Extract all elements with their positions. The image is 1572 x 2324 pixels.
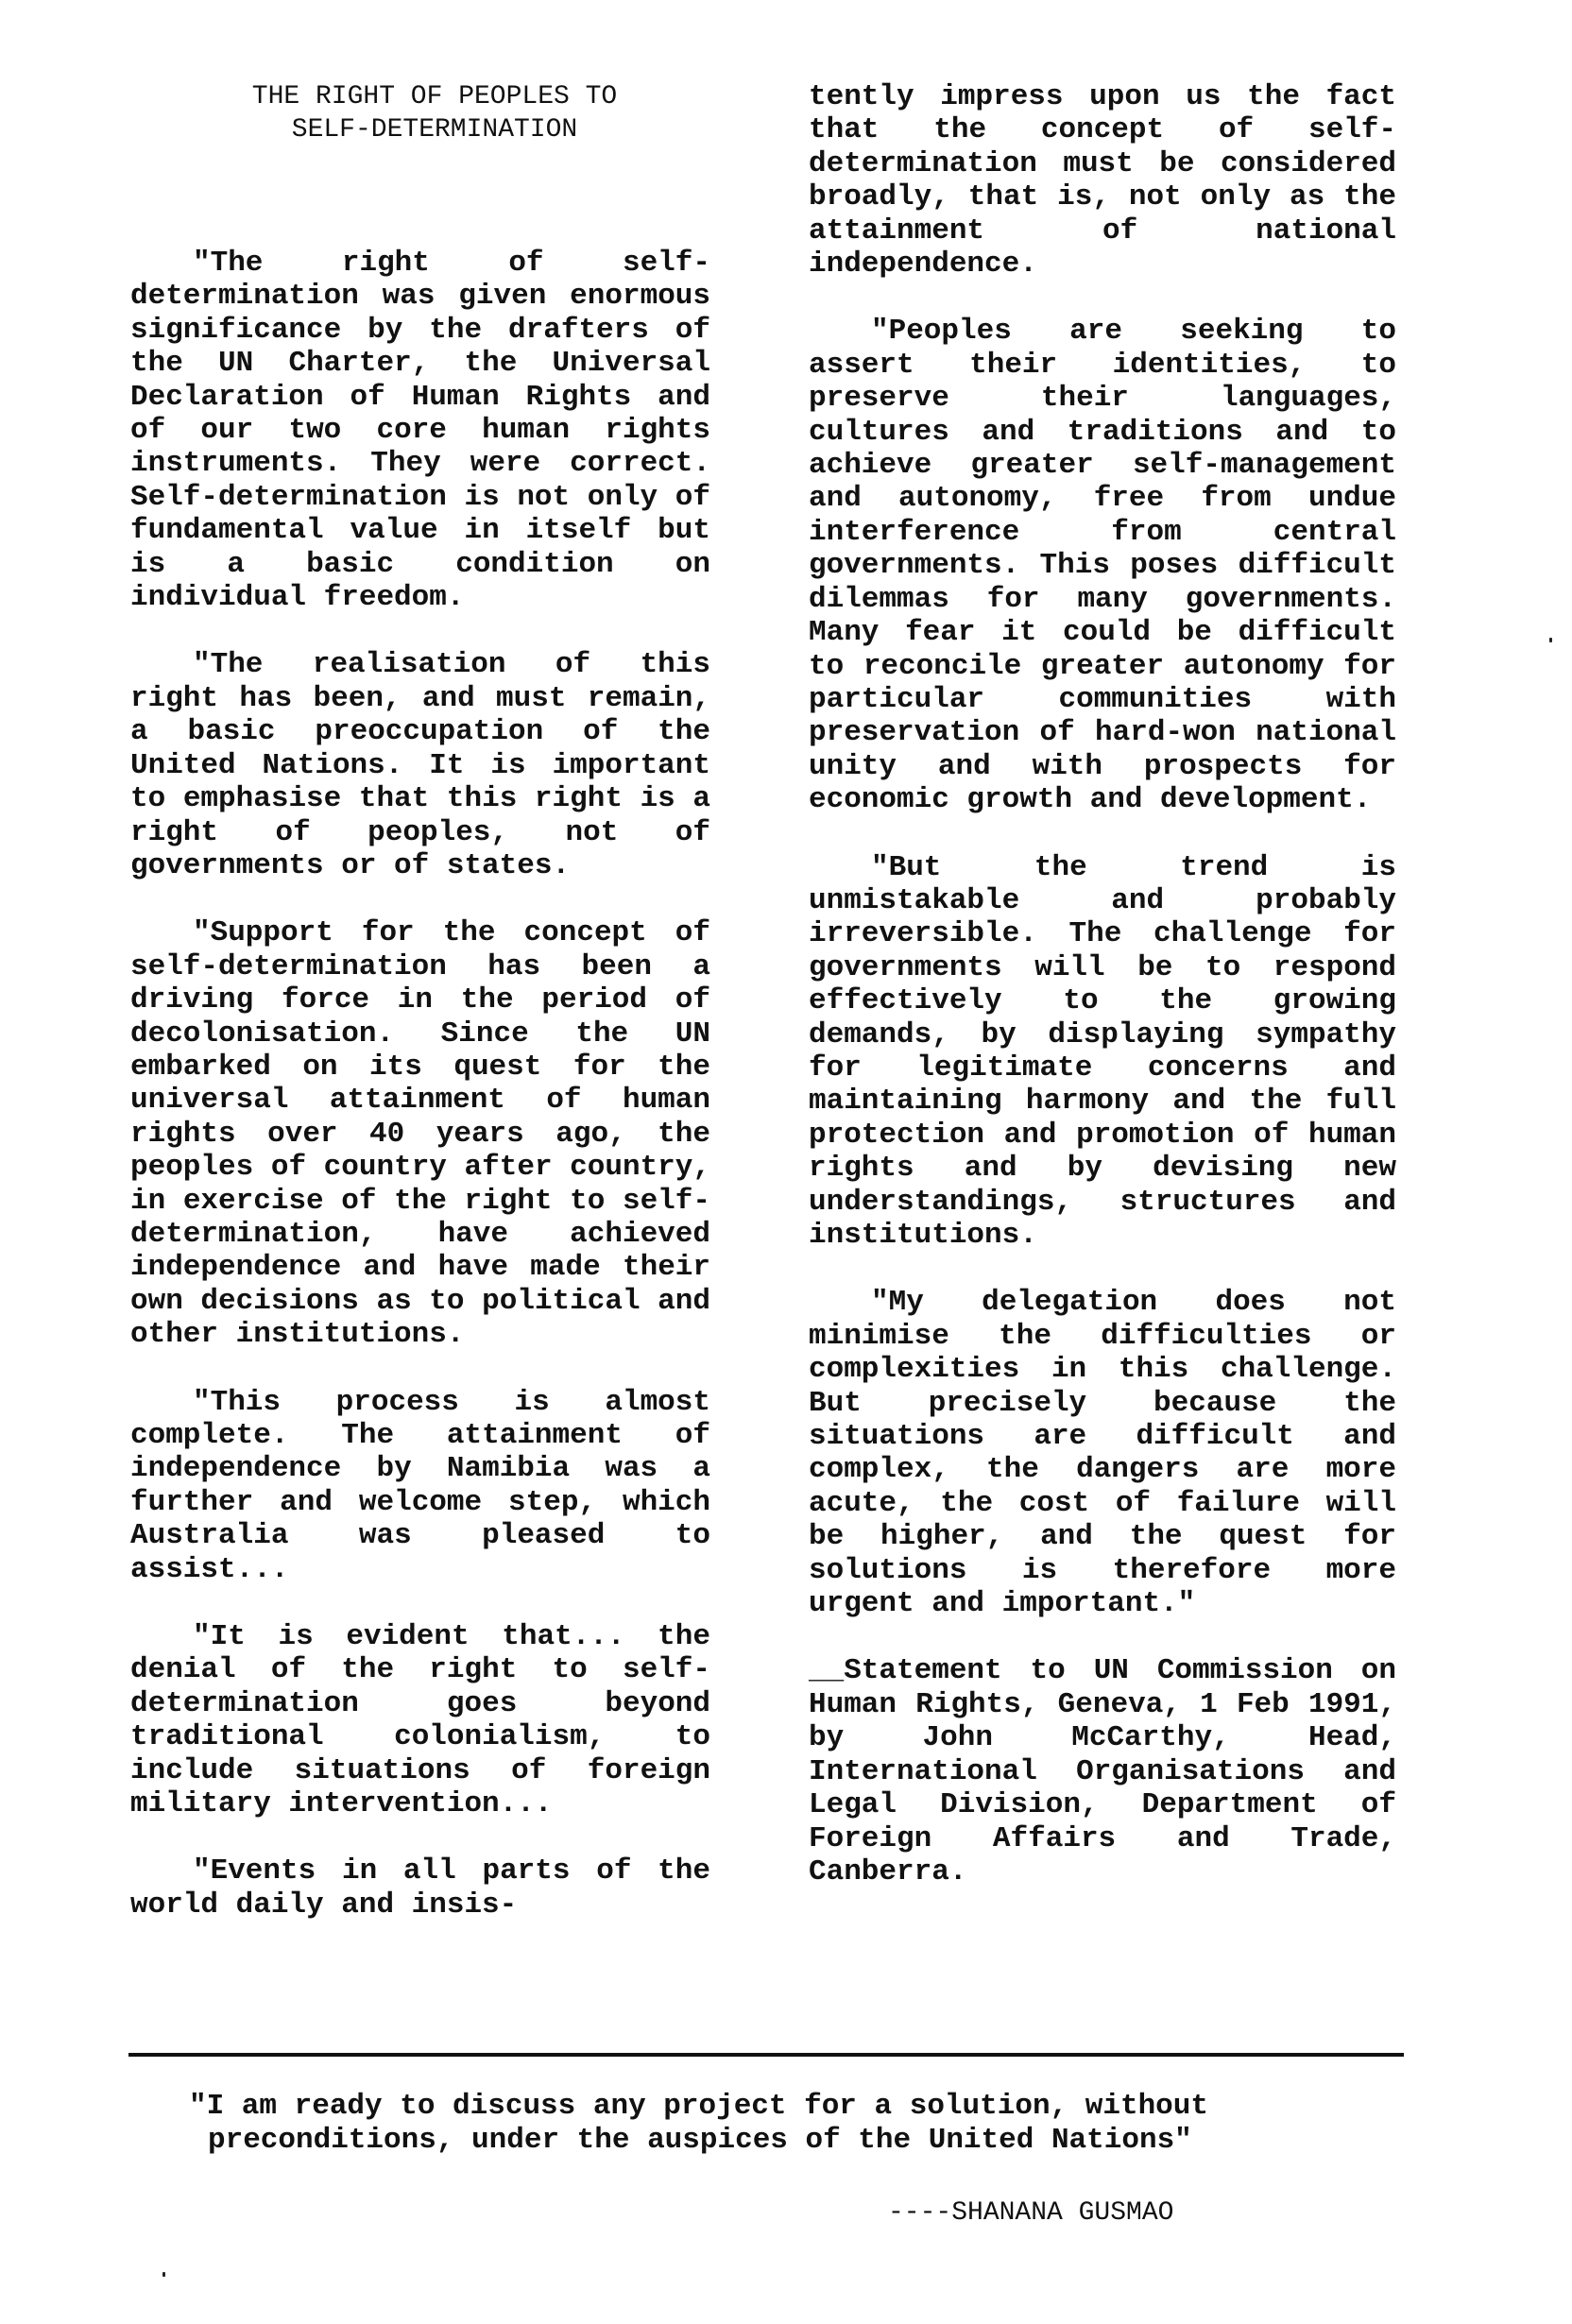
source-attribution: __Statement to UN Commission on Human Rights, Geneva, 1 Feb 1991, by John McCarthy, Head, International Organisations and Legal Division, Department of Foreign Affairs and Trade, Canberra.	[809, 1654, 1396, 1888]
title-line-2: SELF-DETERMINATION	[291, 115, 578, 145]
paragraph: "The realisation of this right has been, and must remain, a basic preoccupation of the United Nations. It is important to emphasise that this right is a right of peoples, not of governments or of states.	[130, 648, 710, 882]
scan-speck	[1549, 638, 1552, 642]
paragraph: "This process is almost complete. The attainment of independence by Namibia was a further and welcome step, which Australia was pleased to assist...	[130, 1385, 710, 1586]
paragraph: "It is evident that... the denial of the right to self-determination goes beyond traditional colonialism, to include situations of foreign military intervention...	[130, 1620, 710, 1821]
horizontal-divider	[128, 2053, 1404, 2057]
title-line-1: THE RIGHT OF PEOPLES TO	[251, 82, 618, 111]
article-title	[130, 80, 710, 146]
right-column	[809, 80, 1396, 1888]
pull-quote-line-1: "I am ready to discuss any project for a solution, without	[189, 2090, 1208, 2123]
paragraph: "Events in all parts of the world daily and insis-	[130, 1854, 710, 1922]
quote-signature: ----SHANANA GUSMAO	[888, 2198, 1174, 2228]
pull-quote-line-2: preconditions, under the auspices of the United Nations"	[208, 2124, 1192, 2157]
paragraph: "The right of self-determination was given enormous significance by the drafters of the UN Charter, the Universal Declaration of Human Rights and of our two core human rights instruments. They were correct. Self-determination is not only of fundamental value in itself but is a basic condition on individual freedom.	[130, 247, 710, 615]
paragraph-continued: tently impress upon us the fact that the concept of self-determination must be considered broadly, that is, not only as the attainment of national independence.	[809, 80, 1396, 282]
paragraph: "My delegation does not minimise the difficulties or complexities in this challenge. But precisely because the situations are difficult and complex, the dangers are more acute, the cost of failure will be higher, and the quest for solutions is therefore more urgent and important."	[809, 1286, 1396, 1621]
paragraph: "Peoples are seeking to assert their identities, to preserve their languages, cultures and traditions and to achieve greater self-management and autonomy, free from undue interference from central governments. This poses difficult dilemmas for many governments. Many fear it could be difficult to reconcile greater autonomy for particular communities with preservation of hard-won national unity and with prospects for economic growth and development.	[809, 315, 1396, 817]
scan-speck	[162, 2272, 165, 2277]
pull-quote	[189, 2090, 1379, 2158]
paragraph: "But the trend is unmistakable and probably irreversible. The challenge for governments will be to respond effectively to the growing demands, by displaying sympathy for legitimate concerns and maintaining harmony and the full protection and promotion of human rights and by devising new understandings, structures and institutions.	[809, 850, 1396, 1252]
paragraph: "Support for the concept of self-determination has been a driving force in the period of decolonisation. Since the UN embarked on its quest for the universal attainment of human rights over 40 years ago, the peoples of country after country, in exercise of the right to self-determination, have achieved independence and have made their own decisions as to political and other institutions.	[130, 916, 710, 1352]
left-column	[130, 80, 710, 1956]
